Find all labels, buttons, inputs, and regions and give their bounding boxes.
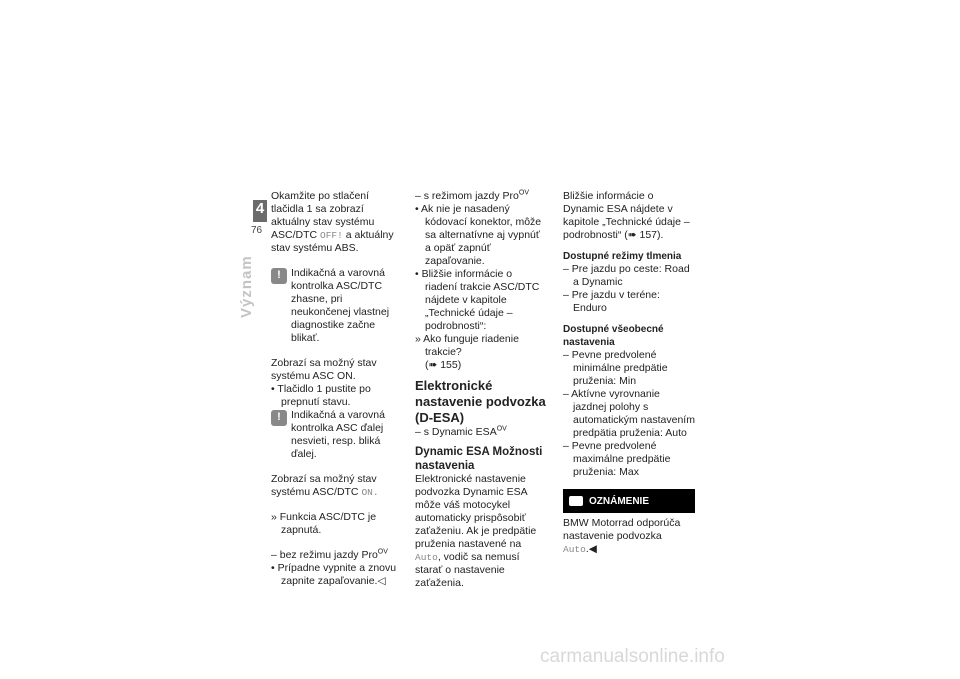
page-number: 76 [251,225,263,236]
watermark-url: carmanualsonline.info [540,646,725,667]
warning-icon [271,268,287,284]
bullet-item: • Tlačidlo 1 pustite po prepnutí stavu. [271,383,371,408]
bullet-item: • Bližšie informácie o riadení trakcie ASC/DTC nájdete v kapitole „Technické údaje – podrobnosti“: [415,268,540,332]
paragraph: Elektronické nastavenie podvozka Dynamic ESA môže váš motocykel automaticky prispôsobiť zaťaženiu. Ak je predpätie pruženia nastavené na Auto, vodič sa nemusí starať o nastavenie zaťaženia. [415,473,537,589]
warning-note: ! Indikačná a varovná kontrolka ASC ďalej nesvieti, resp. bliká ďalej. [271,409,403,461]
page-reference: (➠ 155) [425,359,462,371]
subsection-heading: Dostupné všeobecné nastavenia [563,324,664,348]
result-item: » Ako funguje riadenie trakcie? [415,333,519,358]
section-heading: Elektronické nastavenie podvozka (D-ESA) [415,378,546,425]
result-item: » Funkcia ASC/DTC je zapnutá. [271,511,377,536]
dash-item: – s Dynamic $ESA^{OV}$ [415,425,507,438]
paragraph: Okamžite po stlačení tlačidla 1 sa zobrazí aktuálny stav systému ASC/DTC OFF! a aktuálny stav systému ABS. [271,190,394,254]
subsection-heading: Dostupné režimy tlmenia [563,251,682,262]
paragraph: Zobrazí sa možný stav systému ASC/DTC ON. [271,473,379,498]
notice-icon [569,496,583,506]
dash-item: – Pre jazdu po ceste: Road a Dynamic [563,263,690,288]
warning-icon [271,410,287,426]
dash-item: – s režimom jazdy Pro$^{OV}$ [415,189,529,202]
dash-item: – Pevne predvolené minimálne predpätie pruženia: Min [563,349,668,387]
subsection-heading: Dynamic ESA Možnosti nastavenia [415,446,543,472]
dash-item: – bez režimu jazdy Pro$^{OV}$ [271,548,388,561]
column-1 [271,190,403,588]
dash-item: – Pevne predvolené maximálne predpätie pruženia: Max [563,440,671,478]
column-3 [563,190,695,556]
bullet-item: • Prípadne vypnite a znovu zapnite zapaľovanie.◁ [271,562,397,587]
paragraph: Bližšie informácie o Dynamic ESA nájdete v kapitole „Technické údaje – podrobnosti“ (➠ 157). [563,190,690,241]
column-2 [415,190,547,590]
notice-banner: OZNÁMENIE [563,489,695,513]
chapter-tab: 4 [253,200,267,222]
paragraph: BMW Motorrad odporúča nastavenie podvozka Auto.◀ [563,517,681,555]
warning-note: ! Indikačná a varovná kontrolka ASC/DTC zhasne, pri neukončenej vlastnej diagnostike začne blikať. [271,267,403,345]
dash-item: – Pre jazdu v teréne: Enduro [563,289,660,314]
paragraph: Zobrazí sa možný stav systému ASC ON. [271,357,377,382]
dash-item: – Aktívne vyrovnanie jazdnej polohy s automatickým nastavením predpätia pruženia: Auto [563,388,695,439]
chapter-title: Význam [238,255,255,318]
bullet-item: • Ak nie je nasadený kódovací konektor, môže sa alternatívne aj vypnúť a opäť zapnúť zapaľovanie. [415,203,542,267]
